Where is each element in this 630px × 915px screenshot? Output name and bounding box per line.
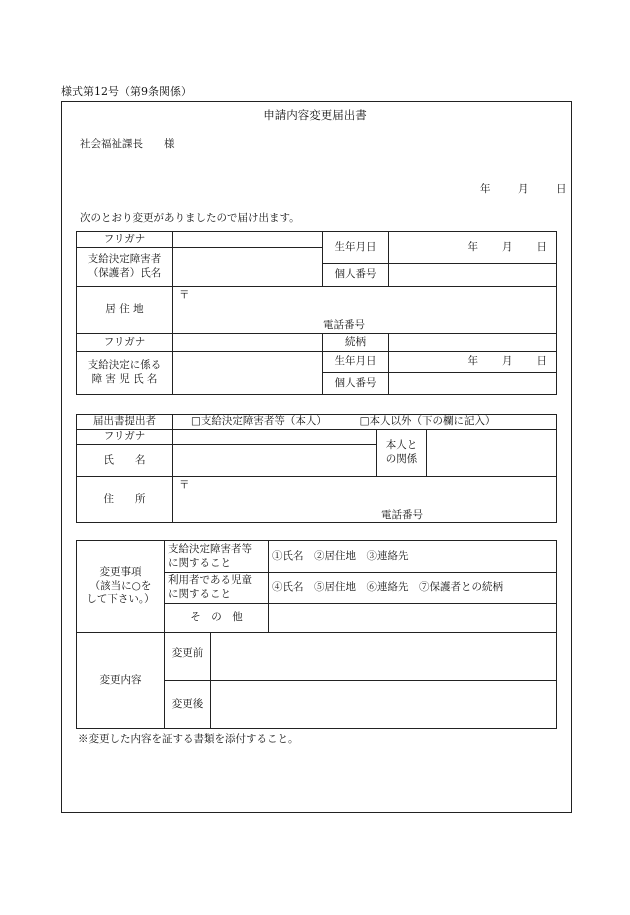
form-title: 申請内容変更届出書	[263, 108, 367, 122]
submitter-address-label: 住 所	[77, 477, 173, 523]
about-child-label-1: 利用者である児童	[168, 574, 252, 587]
after-field[interactable]	[211, 681, 557, 729]
applicant-furigana-field[interactable]	[173, 232, 323, 248]
date-month: 月	[518, 183, 529, 195]
form-id: 様式第12号（第9条関係）	[61, 85, 192, 98]
furigana-label: フリガナ	[77, 232, 173, 248]
child-birth-day-label: 日	[536, 355, 547, 368]
child-furigana-label: フリガナ	[77, 334, 173, 352]
applicant-name-label-1: 支給決定障害者	[87, 253, 162, 266]
about-person-label-1: 支給決定障害者等	[168, 542, 252, 555]
relation-to-self-label-2: の関係	[385, 453, 418, 465]
submitter-furigana-field[interactable]	[173, 430, 377, 445]
submitter-label: 届出書提出者	[77, 415, 173, 430]
about-person-options[interactable]: ①氏名 ②居住地 ③連絡先	[269, 541, 557, 573]
other-field[interactable]	[269, 604, 557, 633]
applicant-name-field[interactable]	[173, 248, 323, 287]
option-self-checkbox[interactable]: □支給決定障害者等（本人）	[191, 415, 327, 428]
applicant-personal-no-field[interactable]	[389, 264, 557, 287]
submitter-table	[76, 414, 557, 523]
change-items-label-3: して下さい。）	[86, 593, 155, 606]
residence-field[interactable]	[173, 287, 557, 334]
relation-field[interactable]	[389, 334, 557, 352]
relation-label: 続柄	[323, 334, 389, 352]
child-birth-date-field[interactable]	[389, 352, 557, 373]
option-other-checkbox[interactable]: □本人以外（下の欄に記入）	[359, 415, 496, 428]
intro-text: 次のとおり変更がありましたので届け出ます。	[80, 212, 300, 224]
change-table	[76, 540, 557, 729]
other-label: そ の 他	[165, 604, 269, 633]
after-label: 変更後	[165, 681, 211, 729]
change-items-label-1: 変更事項	[99, 566, 142, 579]
relation-to-self-field[interactable]	[427, 430, 557, 477]
child-name-label-1: 支給決定に係る	[87, 359, 162, 372]
submitter-address-field[interactable]	[173, 477, 557, 523]
submitter-name-label: 氏 名	[77, 445, 173, 477]
personal-no-label: 個人番号	[323, 264, 389, 287]
birth-day-label: 日	[536, 240, 547, 253]
addressee: 社会福祉課長 様	[80, 138, 175, 150]
submitter-furigana-label: フリガナ	[77, 430, 173, 445]
child-name-label-2: 障 害 児 氏 名	[91, 373, 158, 385]
applicant-table	[76, 231, 557, 395]
applicant-birth-date-field[interactable]	[389, 232, 557, 264]
date-year: 年	[480, 183, 491, 195]
child-personal-no-field[interactable]	[389, 373, 557, 395]
residence-phone-label: 電話番号	[323, 319, 365, 331]
footnote: ※変更した内容を証する書類を添付すること。	[78, 733, 299, 745]
child-birth-month-label: 月	[502, 355, 513, 368]
birth-date-label: 生年月日	[323, 232, 389, 264]
child-birth-date-label: 生年月日	[323, 352, 389, 373]
birth-month-label: 月	[502, 240, 513, 253]
residence-label: 居 住 地	[77, 287, 173, 334]
child-name-field[interactable]	[173, 352, 323, 395]
postal-mark: 〒	[179, 289, 190, 301]
about-person-label-2: に関すること	[168, 556, 231, 569]
before-field[interactable]	[211, 633, 557, 681]
about-child-label-2: に関すること	[168, 588, 231, 600]
before-label: 変更前	[165, 633, 211, 681]
child-birth-year-label: 年	[467, 355, 478, 368]
relation-to-self-label-1: 本人と	[385, 439, 418, 452]
child-personal-no-label: 個人番号	[323, 373, 389, 395]
change-items-label-2: （該当に○を	[89, 579, 152, 592]
date-day: 日	[556, 183, 567, 195]
submitter-postal-mark: 〒	[179, 479, 190, 491]
change-content-label: 変更内容	[77, 633, 165, 729]
applicant-name-label-2: （保護者）氏名	[87, 267, 162, 279]
submitter-phone-label: 電話番号	[381, 509, 423, 521]
birth-year-label: 年	[467, 240, 478, 253]
submitter-name-field[interactable]	[173, 445, 377, 477]
child-furigana-field[interactable]	[173, 334, 323, 352]
about-child-options[interactable]: ④氏名 ⑤居住地 ⑥連絡先 ⑦保護者との続柄	[269, 573, 557, 604]
